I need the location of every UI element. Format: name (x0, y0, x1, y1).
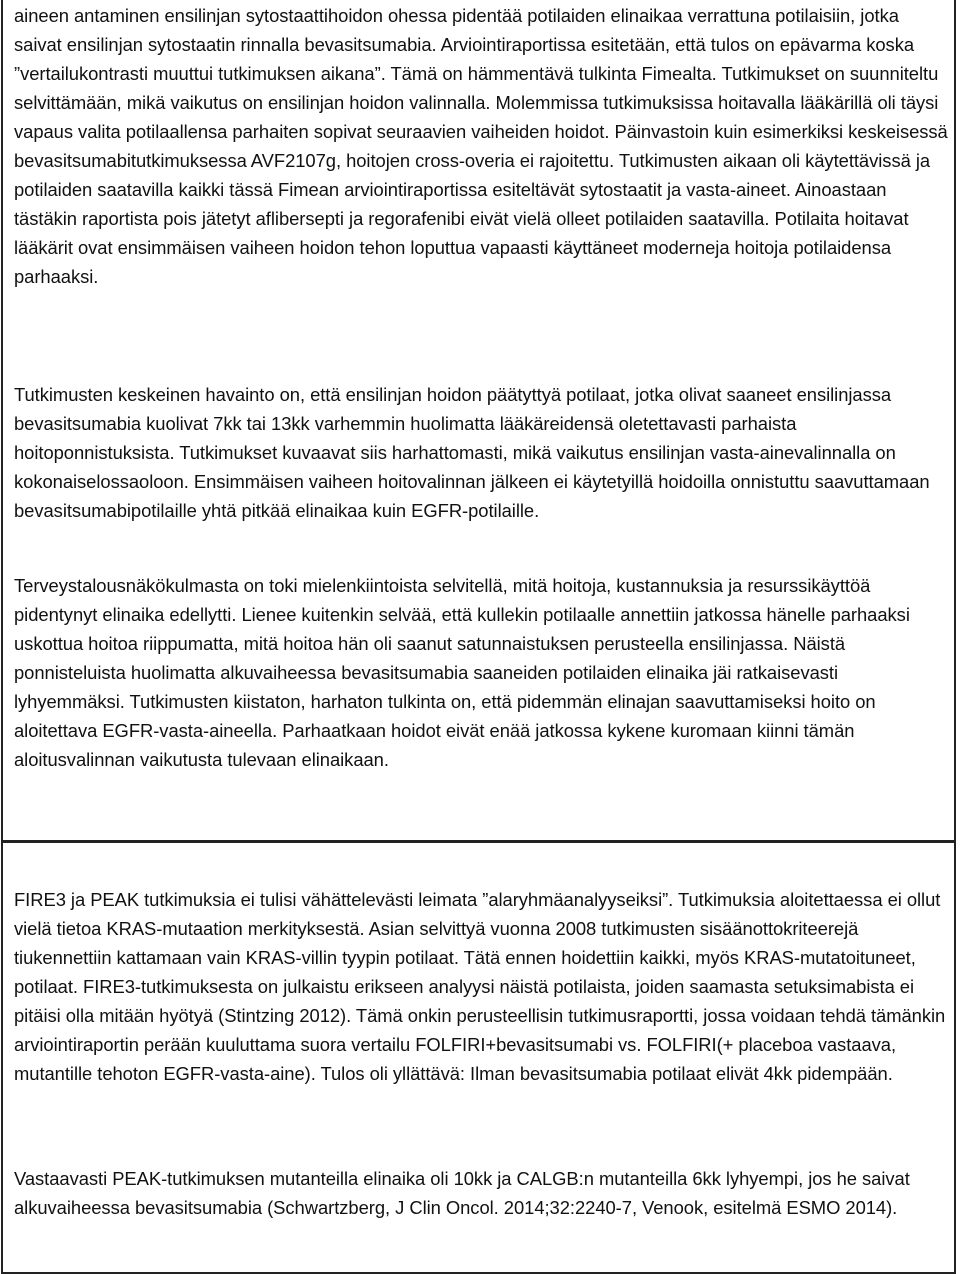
text-box-lower (1, 841, 956, 1274)
paragraph: Tutkimusten keskeinen havainto on, että ensilinjan hoidon päätyttyä potilaat, jotka olivat saaneet ensilinjassa bevasitsumabia kuolivat 7kk tai 13kk varhemmin huolimatta lääkäreidensä oletettavasti parhaista hoitoponnistuksista. Tutkimukset kuvaavat siis harhattomasti, mikä vaikutus ensilinjan vasta-ainevalinnalla on kokonaiselossaoloon. Ensimmäisen vaiheen hoitovalinnan jälkeen ei käytetyillä hoidoilla onnistuttu saavuttamaan bevasitsumabipotilaille yhtä pitkää elinaikaa kuin EGFR-potilaille. (14, 384, 930, 521)
paragraph: FIRE3 ja PEAK tutkimuksia ei tulisi vähättelevästi leimata ”alaryhmäanalyyseiksi”. Tutkimuksia aloitettaessa ei ollut vielä tietoa KRAS-mutaation merkityksestä. Asian selvittyä vuonna 2008 tutkimusten sisäänottokriteerejä tiukennettiin kattamaan vain KRAS-villin tyypin potilaat. Tätä ennen hoidettiin kaikki, myös KRAS-mutatoituneet, potilaat. FIRE3-tutkimuksesta on julkaistu erikseen analyysi näistä potilaista, joiden saamasta setuksimabista ei pitäisi olla mitään hyötyä (Stintzing 2012). Tämä onkin perusteellisin tutkimusraportti, jossa voidaan tehdä tämänkin arviointiraportin perään kuuluttama suora vertailu FOLFIRI+bevasitsumabi vs. FOLFIRI(+ placeboa vastaava, mutantille tehoton EGFR-vasta-aine). Tulos oli yllättävä: Ilman bevasitsumabia potilaat elivät 4kk pidempään. (14, 889, 946, 1084)
paragraph: Vastaavasti PEAK-tutkimuksen mutanteilla elinaika oli 10kk ja CALGB:n mutanteilla 6kk lyhyempi, jos he saivat alkuvaiheessa bevasitsumabia (Schwartzberg, J Clin Oncol. 2014;32:2240-7, Venook, esitelmä ESMO 2014). (14, 1168, 910, 1218)
text-box-upper (1, 0, 956, 842)
paragraph: Terveystalousnäkökulmasta on toki mielenkiintoista selvitellä, mitä hoitoja, kustannuksia ja resurssikäyttöä pidentynyt elinaika edellytti. Lienee kuitenkin selvää, että kullekin potilaalle annettiin jatkossa hänelle parhaaksi uskottua hoitoa riippumatta, mitä hoitoa hän oli saanut satunnaistuksen perusteella ensilinjassa. Näistä ponnisteluista huolimatta alkuvaiheessa bevasitsumabia saaneiden potilaiden elinaika jäi ratkaisevasti lyhyemmäksi. Tutkimusten kiistaton, harhaton tulkinta on, että pidemmän elinajan saavuttamiseksi hoito on aloitettava EGFR-vasta-aineella. Parhaatkaan hoidot eivät enää jatkossa kykene kuromaan kiinni tämän aloitusvalinnan vaikutusta tulevaan elinaikaan. (14, 575, 910, 770)
paragraph: aineen antaminen ensilinjan sytostaattihoidon ohessa pidentää potilaiden elinaikaa verrattuna potilaisiin, jotka saivat ensilinjan sytostaatin rinnalla bevasitsumabia. Arviointiraportissa esitetään, että tulos on epävarma koska ”vertailukontrasti muuttui tutkimuksen aikana”. Tämä on hämmentävä tulkinta Fimealta. Tutkimukset on suunniteltu selvittämään, mikä vaikutus on ensilinjan hoidon valinnalla. Molemmissa tutkimuksissa hoitavalla lääkärillä oli täysi vapaus valita potilaallensa parhaiten sopivat seuraavien vaiheiden hoidot. Päinvastoin kuin esimerkiksi keskeisessä bevasitsumabitutkimuksessa AVF2107g, hoitojen cross-overia ei rajoitettu. Tutkimusten aikaan oli käytettävissä ja potilaiden saatavilla kaikki tässä Fimean arviointiraportissa esiteltävät sytostaatit ja vasta-aineet. Ainoastaan tästäkin raportista pois jätetyt aflibersepti ja regorafenibi eivät vielä olleet potilaiden saatavilla. Potilaita hoitavat lääkärit ovat ensimmäisen vaiheen hoidon tehon loputtua vapaasti käyttäneet moderneja hoitoja potilaidensa parhaaksi. (14, 5, 948, 287)
